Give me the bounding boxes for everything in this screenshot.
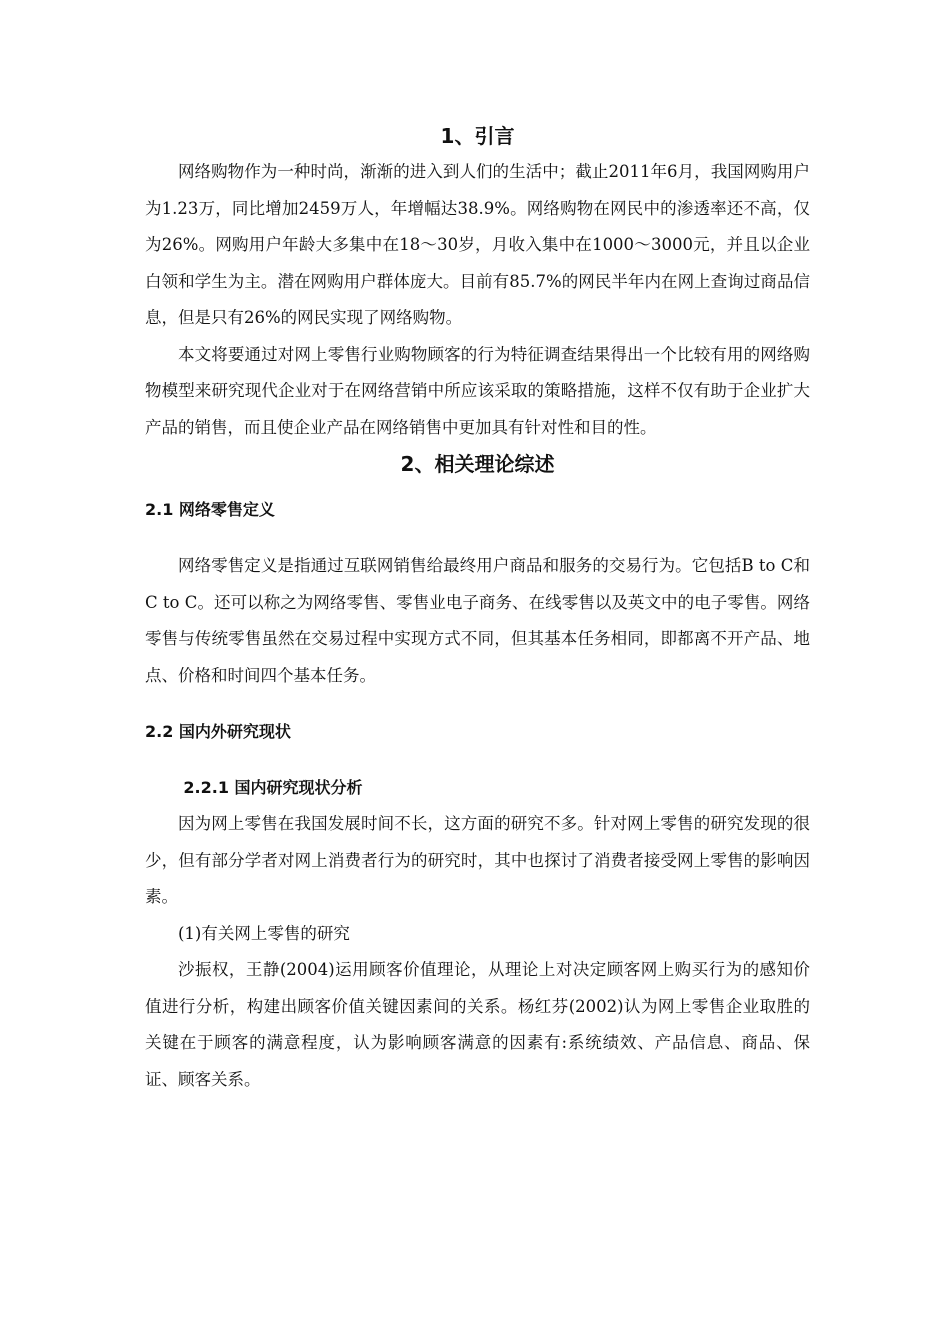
section-2-1-heading: 2.1 网络零售定义 (145, 500, 275, 519)
section-2-2-heading: 2.2 国内外研究现状 (145, 722, 291, 741)
intro-paragraph-2: 本文将要通过对网上零售行业购物顾客的行为特征调查结果得出一个比较有用的网络购物模型来研究现代企业对于在网络营销中所应该采取的策略措施，这样不仅有助于企业扩大产品的销售，而且使企业产品在网络销售中更加具有针对性和目的性。 (145, 344, 810, 437)
section-2-heading: 2、相关理论综述 (400, 452, 555, 476)
retail-research-subheading: (1)有关网上零售的研究 (178, 923, 350, 943)
retail-research-paragraph: 沙振权，王静(2004)运用顾客价值理论，从理论上对决定顾客网上购买行为的感知价值进行分析，构建出顾客价值关键因素间的关系。杨红芬(2002)认为网上零售企业取胜的关键在于顾客的满意程度，认为影响顾客满意的因素有:系统绩效、产品信息、商品、保证、顾客关系。 (145, 960, 810, 1089)
section-1-heading: 1、引言 (440, 124, 515, 148)
definition-paragraph: 网络零售定义是指通过互联网销售给最终用户商品和服务的交易行为。它包括B to C和C to C。还可以称之为网络零售、零售业电子商务、在线零售以及英文中的电子零售。网络零售与传统零售虽然在交易过程中实现方式不同，但其基本任务相同，即都离不开产品、地点、价格和时间四个基本任务。 (145, 556, 810, 685)
section-2-2-1-heading: 2.2.1 国内研究现状分析 (183, 778, 363, 797)
domestic-research-paragraph: 因为网上零售在我国发展时间不长，这方面的研究不多。针对网上零售的研究发现的很少，但有部分学者对网上消费者行为的研究时，其中也探讨了消费者接受网上零售的影响因素。 (145, 814, 810, 906)
document-body (145, 118, 810, 1098)
intro-paragraph-1: 网络购物作为一种时尚，渐渐的进入到人们的生活中；截止2011年6月，我国网购用户为1.23万，同比增加2459万人，年增幅达38.9%。网络购物在网民中的渗透率还不高，仅为26%。网购用户年龄大多集中在18～30岁，月收入集中在1000～3000元，并且以企业白领和学生为主。潜在网购用户群体庞大。目前有85.7%的网民半年内在网上查询过商品信息，但是只有26%的网民实现了网络购物。 (145, 162, 810, 327)
